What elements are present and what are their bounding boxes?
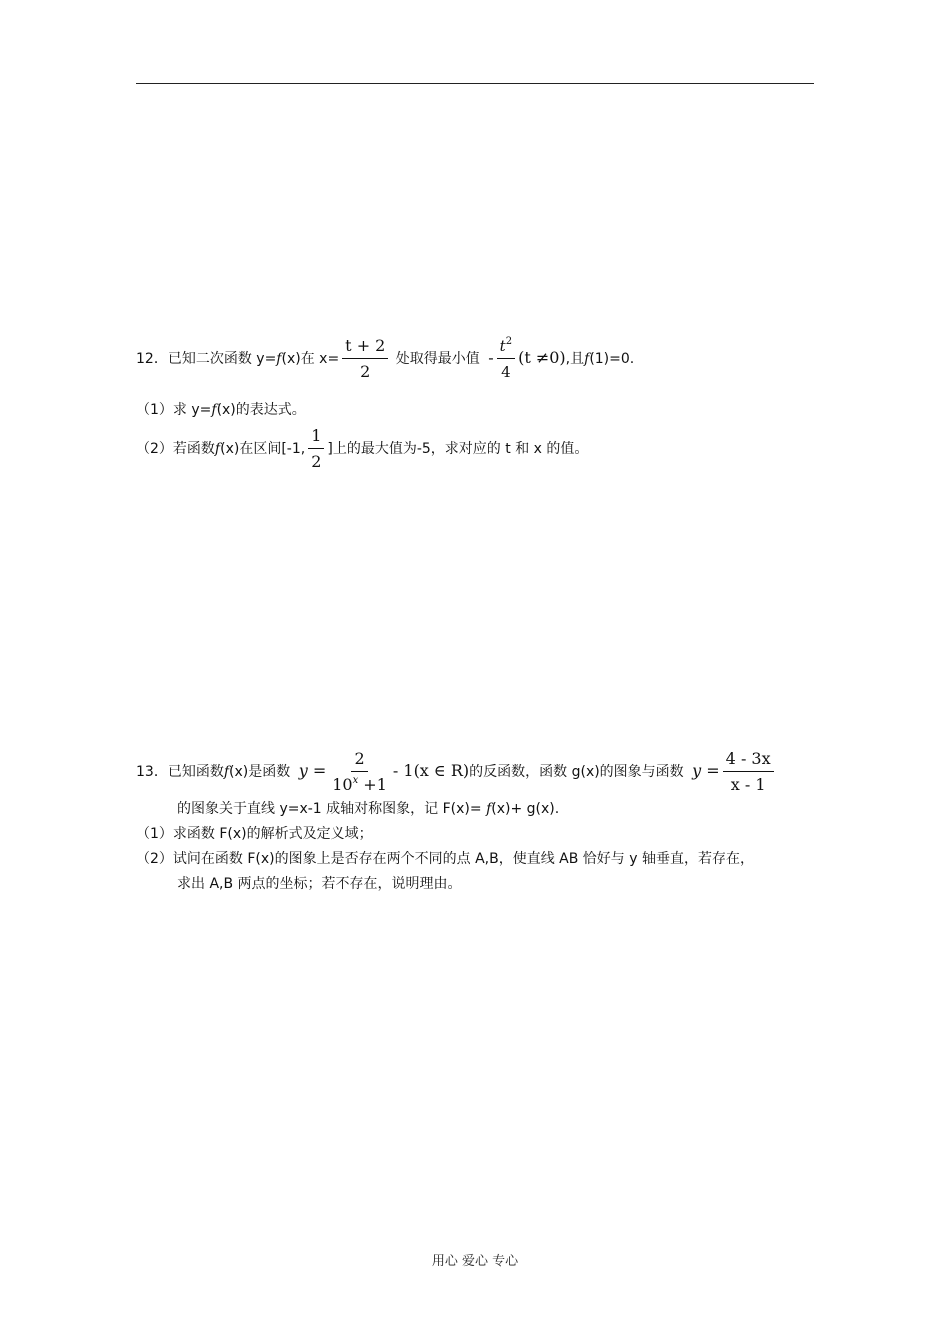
q12-part1	[136, 400, 306, 420]
q13-text: 的反函数，函数 g(x)的图象与函数	[469, 764, 684, 780]
frac-denominator: 4	[501, 363, 511, 381]
frac-numerator: 1	[308, 426, 324, 449]
page-footer: 用心 爱心 专心	[431, 1254, 519, 1269]
header-rule	[136, 83, 814, 84]
frac-denominator: 2	[360, 362, 371, 381]
q13-number: 13．	[136, 764, 168, 780]
frac-exponent: x	[352, 775, 359, 786]
frac-den-base: 10	[332, 775, 353, 794]
q13-f: f	[486, 801, 492, 817]
q12-p2-text: (x)在区间[-1,	[220, 441, 306, 457]
q12-fraction-half	[308, 426, 324, 472]
q12-f: f	[211, 402, 217, 418]
q13-part2-cont: 求出 A,B 两点的坐标；若不存在，说明理由。	[177, 876, 462, 892]
frac-denominator: 2	[311, 452, 322, 471]
q12-fraction-min	[497, 336, 515, 382]
q12-fraction-x	[342, 336, 388, 382]
q13-part2: （2）试问在函数 F(x)的图象上是否存在两个不同的点 A,B，使直线 AB 恰好与 y 轴垂直，若存在，	[136, 851, 754, 867]
q13-part1: （1）求函数 F(x)的解析式及定义域；	[136, 826, 373, 842]
q12-p2-text: ]上的最大值为-5，求对应的 t 和 x 的值。	[327, 441, 589, 457]
q13-condition: - 1(x ∈ R)	[392, 761, 470, 780]
q13-f: f	[223, 764, 230, 780]
frac-numerator: 4 - 3x	[723, 749, 774, 772]
q12-f: f	[214, 441, 221, 457]
q12-number: 12．	[136, 351, 168, 367]
q12-f: f	[276, 351, 282, 367]
q12-part2	[136, 426, 588, 472]
frac-denominator: x - 1	[730, 775, 766, 794]
frac-numerator: 2	[351, 749, 367, 772]
q13-stem-line2	[177, 799, 559, 819]
q12-text: (1)=0.	[589, 351, 635, 367]
q13-fraction-inverse	[329, 749, 390, 795]
q12-p2-text: （2）若函数	[136, 441, 215, 457]
q13-text: 的图象关于直线 y=x-1 成轴对称图象，记 F(x)=	[177, 801, 487, 817]
q12-stem	[136, 336, 634, 382]
q12-text: 处取得最小值	[391, 351, 480, 367]
q13-y-equals: y =	[298, 761, 327, 780]
q12-text: 在 x=	[300, 351, 340, 367]
q12-condition: (t ≠0)	[518, 348, 566, 367]
q12-text: ,且	[565, 351, 585, 367]
q12-text: (x)	[281, 351, 301, 367]
q13-text: (x)是函数	[229, 764, 291, 780]
q13-fraction-g	[723, 749, 774, 795]
frac-var: t	[499, 337, 506, 355]
frac-numerator: t + 2	[342, 336, 388, 359]
q12-p1-text: (x)的表达式。	[216, 402, 306, 418]
minus-sign: -	[488, 348, 494, 367]
frac-den-tail: +1	[358, 775, 387, 794]
q12-text: 已知二次函数 y=	[167, 351, 277, 367]
q13-y-equals: y =	[692, 761, 720, 780]
q13-stem	[136, 749, 777, 795]
q13-text: 已知函数	[167, 764, 224, 780]
q12-p1-text: （1）求 y=	[136, 402, 212, 418]
frac-exponent: 2	[505, 336, 513, 347]
q13-text: (x)+ g(x).	[491, 801, 560, 817]
q12-f: f	[584, 351, 590, 367]
